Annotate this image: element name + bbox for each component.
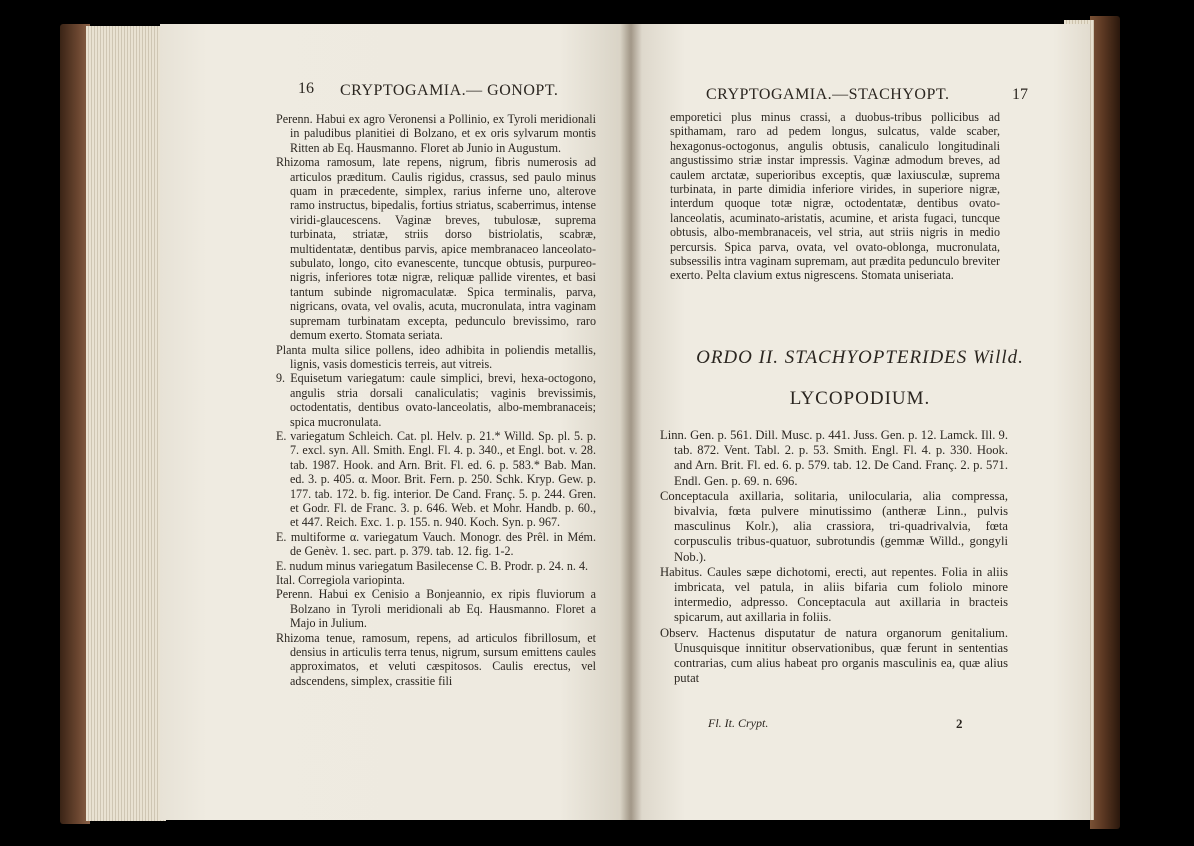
paragraph: Perenn. Habui ex Cenisio a Bonjeannio, ex ripis fluviorum a Bolzano in Tyroli meridionali ab Eq. Hausmanno. Floret a Majo in Julium.	[276, 587, 596, 631]
paragraph: Ital. Corregiola variopinta.	[276, 573, 405, 587]
page-number: 16	[298, 80, 314, 97]
genus-heading: LYCOPODIUM.	[789, 388, 931, 409]
book-cover-right	[1090, 16, 1120, 829]
paragraph: Habitus. Caules sæpe dichotomi, erecti, aut repentes. Folia in aliis imbricata, vel patula, in aliis bifaria cum foliolo minore intermedio, adpresso. Conceptacula aut axillaria in bracteis spicarum, aut axillaria in foliis.	[660, 564, 1008, 625]
right-page-body	[660, 428, 1008, 686]
page-number: 17	[1012, 86, 1028, 103]
paragraph: Linn. Gen. p. 561. Dill. Musc. p. 441. Juss. Gen. p. 12. Lamck. Ill. 9. tab. 872. Vent. Tabl. 2. p. 53. Smith. Engl. Fl. 4. p. 330. Hook. and Arn. Brit. Fl. ed. 6. p. 579. tab. 12. De Cand. Franç. 2. p. 571. Endl. Gen. p. 69. n. 696.	[660, 428, 1008, 488]
book-gutter	[620, 24, 642, 820]
footer-signature-text: Fl. It. Crypt.	[708, 716, 769, 730]
paragraph: Rhizoma ramosum, late repens, nigrum, fibris numerosis ad articulos præditum. Caulis rigidus, crassus, sed paulo minus quam in præcedente, simplex, rarius inferne uno, alterove ramo instructus, bipedalis, fortius striatus, scaberrimus, intense viridi-glaucescens. Vaginæ breves, tubulosæ, suprema turbinata, striatæ, striis dorso bistriolatis, scabræ, multidentatæ, dentibus parvis, apice membranaceo lanceolato-subulato, longo, cito evanescente, tuncque obtusis, purpureo-nigris, inferiores totæ nigræ, reliquæ pallide virentes, et basi tantum subinde nigromaculatæ. Spica terminalis, parva, nigricans, ovata, vel ovalis, acuta, mucronulata, intra vaginam supremam turbinatam excepta, pedunculo brevissimo, raro demum exerto. Stomata seriata.	[276, 155, 596, 343]
paragraph: Observ. Hactenus disputatur de natura organorum genitalium. Unusquisque innititur observationibus, quæ ferunt in sententias contrarias, cum alius habeat pro organis masculinis ea, quæ alius putat	[660, 625, 1008, 686]
order-heading: ORDO II. STACHYOPTERIDES Willd.	[696, 347, 1024, 368]
paragraph: Planta multa silice pollens, ideo adhibita in poliendis metallis, lignis, vasis domesticis terreis, aut vitreis.	[276, 342, 596, 371]
paragraph: E. variegatum Schleich. Cat. pl. Helv. p. 21.* Willd. Sp. pl. 5. p. 7. excl. syn. All. Smith. Engl. Fl. 4. p. 340., et Engl. bot. v. 28. tab. 1987. Hook. and Arn. Brit. Fl. ed. 6. p. 583.* Bab. Man. ed. 3. p. 405. α. Moor. Brit. Fern. p. 250. Schk. Kryp. Gew. p. 177. tab. 172. b. fig. interior. De Cand. Franç. 5. p. 244. Gren. et Godr. Fl. de Franc. 3. p. 646. Web. et Mohr. Handb. p. 60., et 447. Reich. Exc. 1. p. 155. n. 940. Koch. Syn. p. 967.	[276, 428, 596, 530]
right-page-intro: emporetici plus minus crassi, a duobus-tribus pollicibus ad spithamam, raro ad pedem longus, sulcatus, valde scaber, hexagonus-octogonus, angulis obtusis, canaliculo longitudinali angustissimo striæ instar impressis. Vaginæ admodum breves, ad caulem arctatæ, superioribus exceptis, quæ laxiusculæ, suprema turbinata, in parte dimidia inferiore virides, in superiore nigræ, interdum quoque totæ nigræ, octodentatæ, dentibus ovato-lanceolatis, acuminato-aristatis, acumine, et arista fugaci, tuncque obtusis, albo-membranaceis, vel stria, aut striis nigris in medio percursis. Spica parva, ovata, vel ovato-oblonga, mucronulata, subsessilis intra vaginam supremam, aut prædita pedunculo breviter exerto. Pelta clavium extus nigrescens. Stomata uniseriata.	[670, 110, 1000, 283]
left-page	[160, 24, 630, 820]
running-header: CRYPTOGAMIA.—STACHYOPT.	[706, 86, 950, 103]
open-book	[60, 16, 1120, 831]
signature-mark: 2	[956, 716, 963, 731]
page-edges-left	[86, 26, 166, 821]
paragraph: E. multiforme α. variegatum Vauch. Monogr. des Prêl. in Mém. de Genèv. 1. sec. part. p. 379. tab. 12. fig. 1-2.	[276, 529, 596, 559]
paragraph: E. nudum minus variegatum Basilecense C. B. Prodr. p. 24. n. 4.	[276, 558, 589, 573]
paragraph: Perenn. Habui ex agro Veronensi a Pollinio, ex Tyroli meridionali in paludibus planitiei di Bolzano, et ex oris sylvarum montis Ritten ab Eq. Hausmanno. Floret ab Junio in Augustum.	[276, 112, 596, 155]
paragraph: 9. Equisetum variegatum: caule simplici, brevi, hexa-octogono, angulis stria dorsali canaliculatis; vaginis brevissimis, octodentatis, dentibus ovato-lanceolatis, albo-membranaceis; spica mucronulata.	[276, 371, 596, 429]
paragraph: Conceptacula axillaria, solitaria, unilocularia, alia compressa, bivalvia, fœta pulvere minutissimo (antheræ Linn., pulvis masculinus Kolr.), alia crassiora, tri-quadrivalvia, fœta corpusculis tribus-quatuor, subrotundis (gemmæ Willd., gongyli Nob.).	[660, 488, 1008, 564]
paragraph: Rhizoma tenue, ramosum, repens, ad articulos fibrillosum, et densius in articulis terra tenus, nigrum, sursum emittens caules approximatos, et veluti cæspitosos. Caulis erectus, vel adscendens, simplex, crassitie fili	[276, 630, 596, 688]
left-page-body	[276, 112, 596, 688]
right-page	[630, 24, 1090, 820]
running-header: CRYPTOGAMIA.— GONOPT.	[340, 82, 559, 99]
